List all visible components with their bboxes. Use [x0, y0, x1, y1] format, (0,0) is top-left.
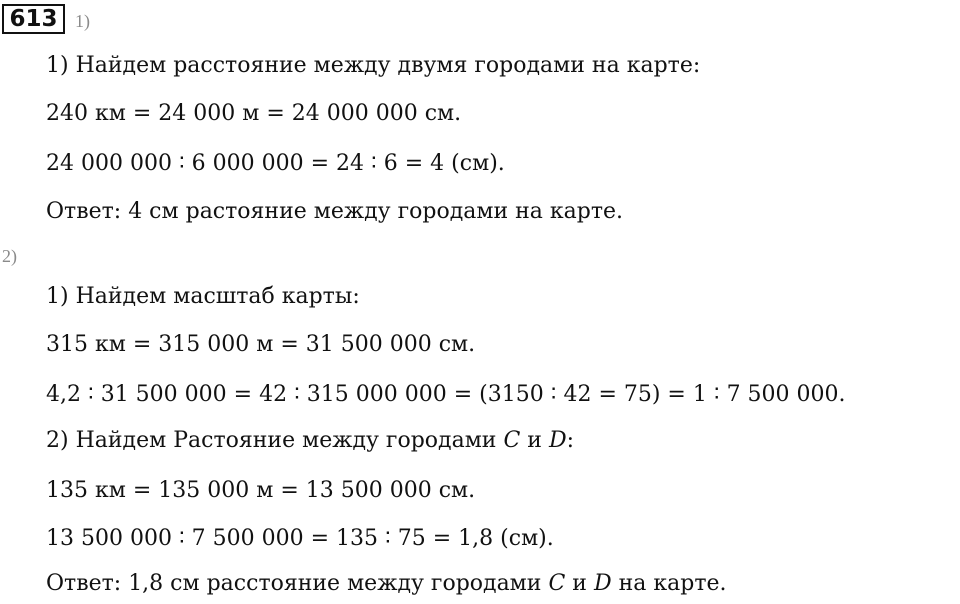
- answer-city-d: D: [593, 571, 612, 596]
- problem-number: 613: [2, 4, 65, 34]
- part-2-distance-conversion: 135 км = 135 000 м = 13 500 000 см.: [46, 478, 476, 503]
- part-2-step-1-heading: 1) Найдем масштаб карты:: [46, 284, 360, 309]
- answer-prefix: Ответ: 1,8 см расстояние между городами: [46, 571, 549, 596]
- part-2-scale-calculation: 4,2 ∶ 31 500 000 = 42 ∶ 315 000 000 = (3150 ∶ 42 = 75) = 1 ∶ 7 500 000.: [46, 382, 846, 407]
- answer-conj: и: [565, 571, 594, 596]
- step-2-conj: и: [520, 428, 549, 453]
- city-d-variable: D: [548, 428, 567, 453]
- part-2-step-2-heading: [46, 427, 574, 455]
- step-2-suffix: :: [566, 428, 575, 453]
- city-c-variable: C: [503, 428, 521, 453]
- part-2-label: 2): [2, 246, 17, 266]
- part-1-label: 1): [75, 11, 90, 31]
- answer-suffix: на карте.: [611, 571, 727, 596]
- part-2-conversion: 315 км = 315 000 м = 31 500 000 см.: [46, 332, 476, 357]
- part-1-answer: Ответ: 4 см растояние между городами на карте.: [46, 199, 624, 224]
- part-1-step-1-heading: 1) Найдем расстояние между двумя городами на карте:: [46, 53, 701, 78]
- part-2-answer: [46, 570, 727, 598]
- part-1-calculation: 24 000 000 ∶ 6 000 000 = 24 ∶ 6 = 4 (см).: [46, 151, 505, 176]
- step-2-prefix: 2) Найдем Растояние между городами: [46, 428, 504, 453]
- answer-city-c: C: [548, 571, 566, 596]
- part-2-distance-calculation: 13 500 000 ∶ 7 500 000 = 135 ∶ 75 = 1,8 (см).: [46, 526, 554, 551]
- part-1-conversion: 240 км = 24 000 м = 24 000 000 см.: [46, 101, 462, 126]
